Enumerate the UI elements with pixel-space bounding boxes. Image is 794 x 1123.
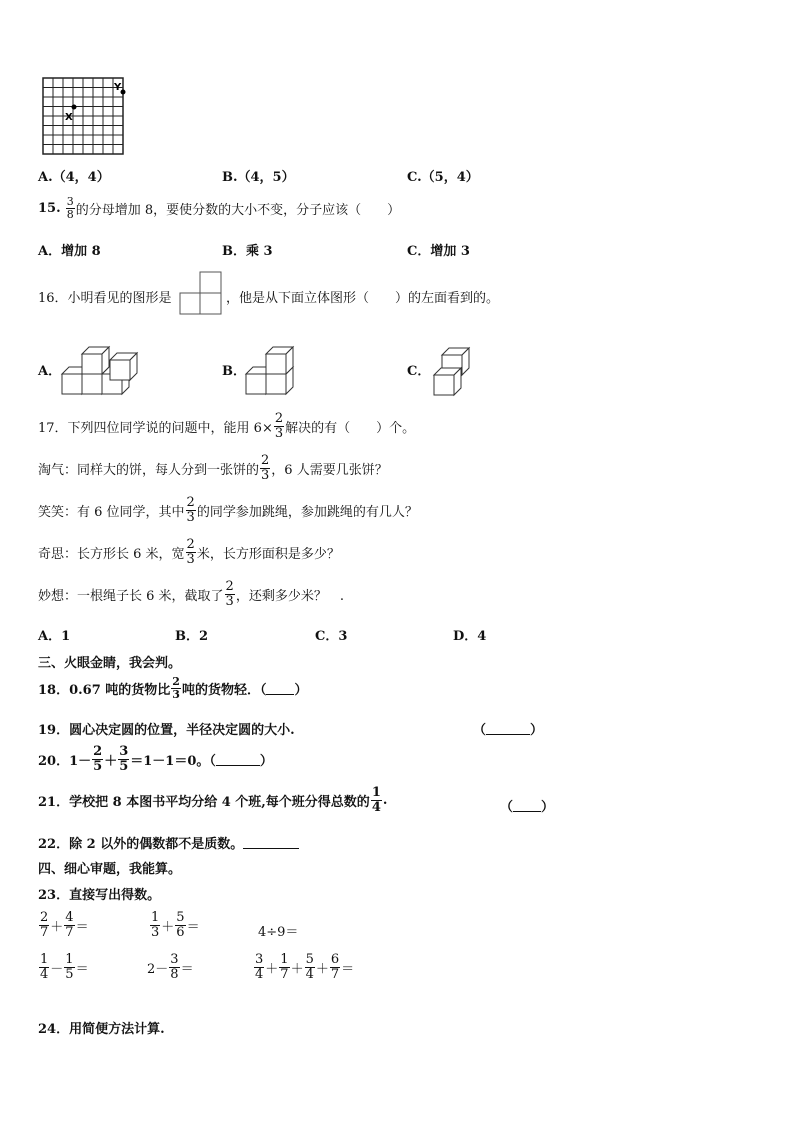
q16-option-c[interactable]: C． xyxy=(407,364,431,379)
q22-answer-blank[interactable] xyxy=(243,836,299,849)
q15-option-c[interactable]: C．增加 3 xyxy=(407,244,470,259)
q17-statement-3: 奇思：长方形长 6 米，宽 $\frac{2}{3}$ 米，长方形面积是多少？ xyxy=(38,537,340,567)
grid-label-x: X xyxy=(65,112,73,123)
cube xyxy=(266,347,293,374)
q16-option-a[interactable]: A． xyxy=(38,364,62,379)
q23-expr-5: 2－ $\frac{3}{8}$ ＝ xyxy=(147,952,194,982)
q23-expr-2: $\frac{1}{3}$ ＋ $\frac{5}{6}$ ＝ xyxy=(151,910,200,940)
q14-option-c[interactable]: C.（5，4） xyxy=(407,170,479,185)
q15-text: 的分母增加 8，要使分数的大小不变，分子应该（ ） xyxy=(75,202,401,218)
q14-option-a[interactable]: A.（4，4） xyxy=(38,170,110,185)
q22-question: 22．除 2 以外的偶数都不是质数。 xyxy=(38,833,299,852)
q15-number: 15. xyxy=(38,200,61,216)
q17-option-b[interactable]: B．2 xyxy=(175,629,209,644)
q20-question: 20．1－ $\frac{2}{5}$ ＋ $\frac{3}{5}$ ＝1－1＝0。（ ） xyxy=(38,744,273,774)
q20-answer-blank[interactable] xyxy=(216,753,260,766)
q21-question: 21．学校把 8 本图书平均分给 4 个班,每个班分得总数的 $\frac{1}{4}$ . xyxy=(38,785,388,815)
q17-statement-2: 笑笑：有 6 位同学，其中 $\frac{2}{3}$ 的同学参加跳绳，参加跳绳的有几人？ xyxy=(38,495,418,525)
q21-answer-blank[interactable] xyxy=(513,799,541,812)
q15-question xyxy=(38,196,400,220)
q19-answer: （ ） xyxy=(473,723,544,738)
q18-answer-blank[interactable] xyxy=(266,682,294,695)
section-4-heading: 四、细心审题，我能算。 xyxy=(38,862,182,877)
q23-title: 23．直接写出得数。 xyxy=(38,888,161,903)
q23-expr-4: $\frac{1}{4}$ － $\frac{1}{5}$ ＝ xyxy=(40,952,89,982)
q15-fraction: $\frac{3}{8}$ xyxy=(66,195,74,221)
q17-statement-4: 妙想：一根绳子长 6 米，截取了 $\frac{2}{3}$ ，还剩多少米？ . xyxy=(38,579,344,609)
q23-expr-6: $\frac{3}{4}$ ＋ $\frac{1}{7}$ ＋ $\frac{5}{4}$ ＋ $\frac{6}{7}$ ＝ xyxy=(255,952,355,982)
section-3-heading: 三、火眼金睛，我会判。 xyxy=(38,656,182,671)
q23-expr-1: $\frac{2}{7}$ ＋ $\frac{4}{7}$ ＝ xyxy=(40,910,89,940)
cube xyxy=(434,368,461,395)
q17-fraction: $\frac{2}{3}$ xyxy=(274,411,284,441)
q16-option-b[interactable]: B． xyxy=(222,364,246,379)
q18-question: 18．0.67 吨的货物比 $\frac{2}{3}$ 吨的货物轻．（ ） xyxy=(38,675,308,701)
q17-option-d[interactable]: D．4 xyxy=(453,629,487,644)
q17-statement-1: 淘气：同样大的饼，每人分到一张饼的 $\frac{2}{3}$ ，6 人需要几张饼？ xyxy=(38,453,388,483)
q17-option-a[interactable]: A．1 xyxy=(38,629,71,644)
cube xyxy=(82,347,109,374)
cube xyxy=(110,353,137,380)
q17-text-b: 解决的有（ ）个。 xyxy=(285,420,416,436)
q19-answer-blank[interactable] xyxy=(486,722,530,735)
q16-text-b: ，他是从下面立体图形（ ）的左面看到的。 xyxy=(226,291,500,306)
q21-answer: （ ） xyxy=(500,800,555,815)
coordinate-grid-figure xyxy=(43,78,127,158)
q19-text: 19．圆心决定圆的位置，半径决定圆的大小. xyxy=(38,723,295,738)
point-y xyxy=(121,90,126,95)
q16-cubes-b xyxy=(244,340,304,400)
point-x xyxy=(72,105,77,110)
grid-label-y: Y xyxy=(114,82,122,93)
q14-option-b[interactable]: B.（4，5） xyxy=(222,170,295,185)
q15-option-b[interactable]: B．乘 3 xyxy=(222,244,273,259)
q16-cubes-c xyxy=(430,335,480,401)
q24-title: 24．用简便方法计算. xyxy=(38,1022,165,1037)
q17-option-c[interactable]: C．3 xyxy=(315,629,348,644)
q16-cubes-a xyxy=(60,340,160,400)
q16-view-figure xyxy=(180,272,224,316)
q23-expr-3: 4÷9＝ xyxy=(258,925,299,940)
q17-text-a: 17．下列四位同学说的问题中，能用 6× xyxy=(38,420,273,436)
q15-option-a[interactable]: A．增加 8 xyxy=(38,244,101,259)
q17-question xyxy=(38,412,415,440)
q16-text-a: 16．小明看见的图形是 xyxy=(38,291,172,306)
